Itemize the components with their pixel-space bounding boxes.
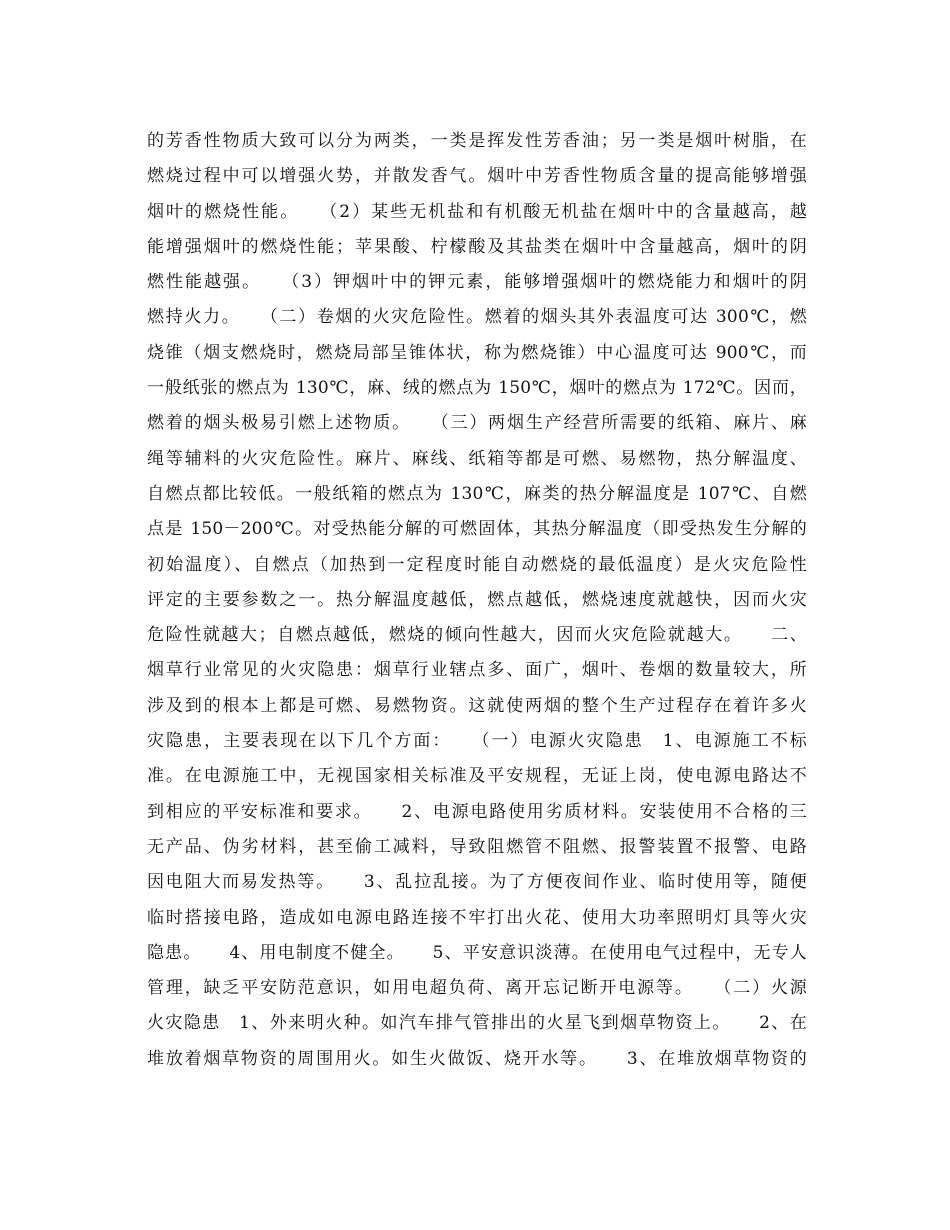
- text-line: 无产品、伪劣材料，甚至偷工减料，导致阻燃管不阻燃、报警装置不报警、电路: [147, 836, 807, 857]
- text-line: 堆放着烟草物资的周围用火。如生火做饭、烧开水等。 3、在堆放烟草物资的: [147, 1048, 807, 1069]
- text-line: 燃性能越强。 （3）钾烟叶中的钾元素，能够增强烟叶的燃烧能力和烟叶的阴: [147, 272, 807, 293]
- text-line: 点是 150－200℃。对受热能分解的可燃固体，其热分解温度（即受热发生分解的: [147, 519, 807, 540]
- text-line: 绳等辅料的火灾危险性。麻片、麻线、纸箱等都是可燃、易燃物，热分解温度、: [147, 448, 807, 469]
- text-line: 一般纸张的燃点为 130℃，麻、绒的燃点为 150℃，烟叶的燃点为 172℃。因而，: [147, 378, 807, 399]
- text-line: 管理，缺乏平安防范意识，如用电超负荷、离开忘记断开电源等。 （二）火源: [147, 978, 807, 999]
- text-line: 准。在电源施工中，无视国家相关标准及平安规程，无证上岗，使电源电路达不: [147, 766, 807, 787]
- text-line: 评定的主要参数之一。热分解温度越低，燃点越低，燃烧速度就越快，因而火灾: [147, 589, 807, 610]
- text-line: 初始温度）、自燃点（加热到一定程度时能自动燃烧的最低温度）是火灾危险性: [147, 554, 807, 575]
- text-line: 烟草行业常见的火灾隐患：烟草行业辖点多、面广，烟叶、卷烟的数量较大，所: [147, 660, 807, 681]
- text-line: 因电阻大而易发热等。 3、乱拉乱接。为了方便夜间作业、临时使用等，随便: [147, 872, 807, 893]
- text-line: 危险性就越大；自燃点越低，燃烧的倾向性越大，因而火灾危险就越大。 二、: [147, 625, 807, 646]
- text-line: 到相应的平安标准和要求。 2、电源电路使用劣质材料。安装使用不合格的三: [147, 801, 807, 822]
- text-line: 燃烧过程中可以增强火势，并散发香气。烟叶中芳香性物质含量的提高能够增强: [147, 166, 807, 187]
- text-line: 的芳香性物质大致可以分为两类，一类是挥发性芳香油；另一类是烟叶树脂，在: [147, 131, 807, 151]
- text-line: 隐患。 4、用电制度不健全。 5、平安意识淡薄。在使用电气过程中，无专人: [147, 942, 807, 963]
- text-line: 灾隐患，主要表现在以下几个方面： （一）电源火灾隐患 1、电源施工不标: [147, 731, 807, 752]
- text-line: 自燃点都比较低。一般纸箱的燃点为 130℃，麻类的热分解温度是 107℃、自燃: [147, 483, 807, 504]
- text-line: 火灾隐患 1、外来明火种。如汽车排气管排出的火星飞到烟草物资上。 2、在: [147, 1013, 807, 1034]
- text-line: 临时搭接电路，造成如电源电路连接不牢打出火花、使用大功率照明灯具等火灾: [147, 907, 807, 928]
- text-line: 能增强烟叶的燃烧性能；苹果酸、柠檬酸及其盐类在烟叶中含量越高，烟叶的阴: [147, 236, 807, 257]
- text-line: 燃持火力。 （二）卷烟的火灾危险性。燃着的烟头其外表温度可达 300℃，燃: [147, 307, 807, 328]
- text-line: 燃着的烟头极易引燃上述物质。 （三）两烟生产经营所需要的纸箱、麻片、麻: [147, 413, 807, 434]
- text-line: 烧锥（烟支燃烧时，燃烧局部呈锥体状，称为燃烧锥）中心温度可达 900℃，而: [147, 342, 807, 363]
- text-line: 涉及到的根本上都是可燃、易燃物资。这就使两烟的整个生产过程存在着许多火: [147, 695, 807, 716]
- body-text: [147, 124, 807, 1077]
- text-line: 烟叶的燃烧性能。 （2）某些无机盐和有机酸无机盐在烟叶中的含量越高，越: [147, 201, 807, 222]
